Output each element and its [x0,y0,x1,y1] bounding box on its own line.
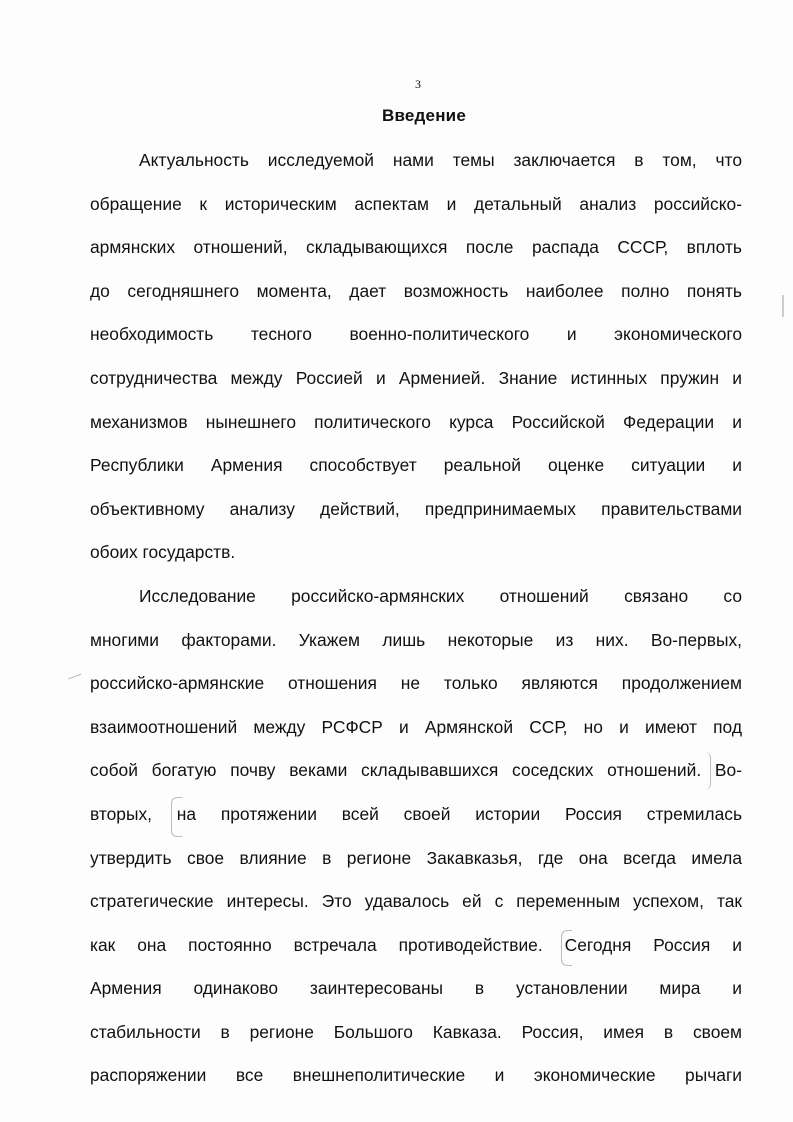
body-text [90,145,742,1104]
scan-edge-mark [782,295,784,317]
text-line: российско-армянские отношения не только являются продолжением [90,673,742,694]
text-line: до сегодняшнего момента, дает возможность наиболее полно понять [90,280,742,301]
text-line: Республики Армения способствует реальной оценке ситуации и [90,455,742,476]
page-number: 3 [415,77,421,91]
text-line: Актуальность исследуемой нами темы заключается в том, что [139,150,742,170]
text-line: обоих государств. [90,542,236,563]
text-line: как она постоянно встречала противодействие. Сегодня Россия и [90,934,742,955]
text-line: сотрудничества между Россией и Арменией. Знание истинных пружин и [90,367,742,388]
pencil-tick-mark [68,674,82,681]
text-line: Исследование российско-армянских отношений связано со [139,585,742,606]
text-line: утвердить свое влияние в регионе Закавказья, где она всегда имела [90,847,742,868]
text-line: объективному анализу действий, предпринимаемых правительствами [90,498,742,519]
text-line: механизмов нынешнего политического курса Российской Федерации и [90,411,742,432]
text-line: распоряжении все внешнеполитические и экономические рычаги [90,1065,742,1086]
text-line: обращение к историческим аспектам и детальный анализ российско- [90,193,742,214]
text-line: необходимость тесного военно-политического и экономического [90,324,742,345]
text-line: многими факторами. Укажем лишь некоторые из них. Во-первых, [90,629,742,650]
text-line: собой богатую почву веками складывавшихся соседских отношений. Во- [90,760,742,781]
text-line: стабильности в регионе Большого Кавказа. Россия, имея в своем [90,1021,742,1042]
text-line: Армения одинаково заинтересованы в установлении мира и [90,978,742,999]
text-line: армянских отношений, складывающихся после распада СССР, вплоть [90,237,742,258]
text-line: взаимоотношений между РСФСР и Армянской ССР, но и имеют под [90,716,742,737]
text-line: вторых, на протяжении всей своей истории Россия стремилась [90,803,742,824]
text-line: стратегические интересы. Это удавалось ей с переменным успехом, так [90,891,742,912]
section-heading: Введение [382,106,466,125]
